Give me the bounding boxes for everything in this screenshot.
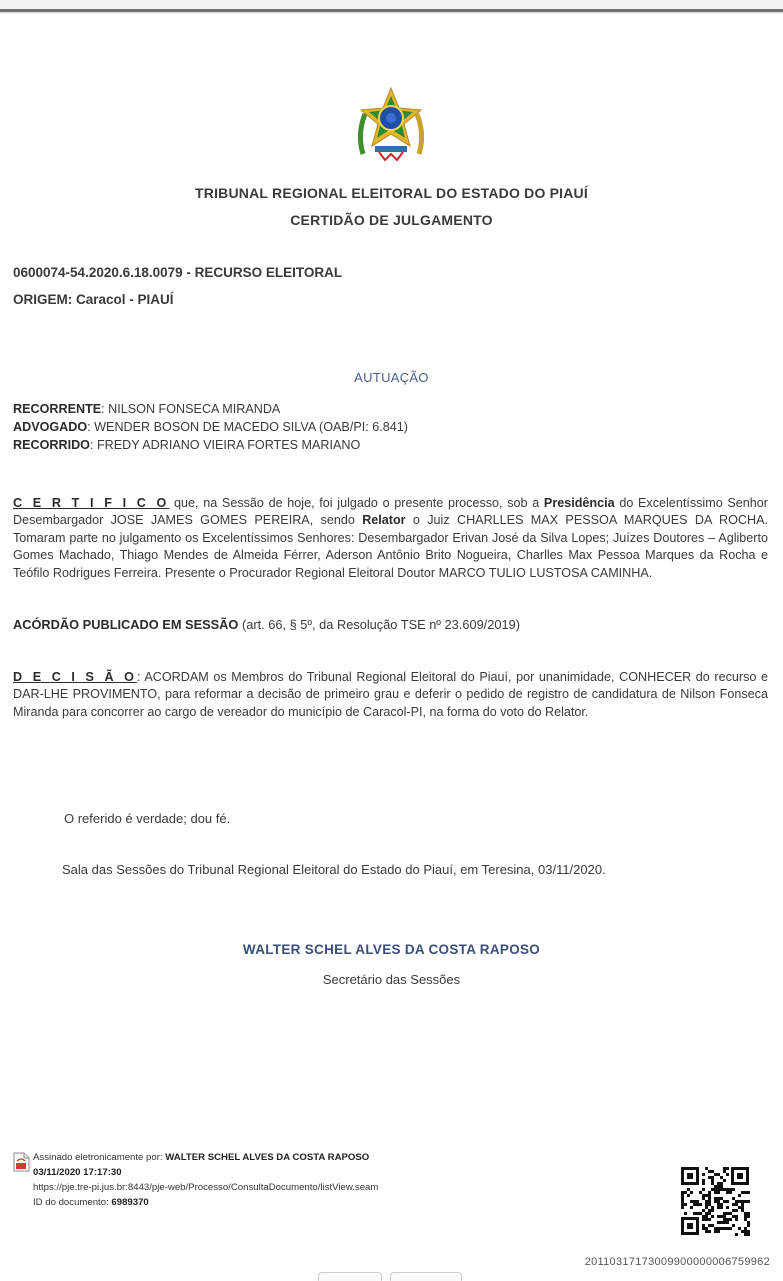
document-number: 20110317173009900000006759962 [584, 1256, 770, 1268]
decisao-paragraph [13, 669, 768, 721]
court-name: TRIBUNAL REGIONAL ELEITORAL DO ESTADO DO PIAUÍ [195, 185, 588, 201]
closing-place-date: Sala das Sessões do Tribunal Regional Eleitoral do Estado do Piauí, em Teresina, 03/11/2020. [62, 862, 606, 877]
decisao-keyword: D E C I S Ã O [13, 670, 137, 684]
section-autuacao-title: AUTUAÇÃO [354, 370, 429, 385]
certifico-keyword: C E R T I F I C O [13, 496, 170, 510]
signer-name: WALTER SCHEL ALVES DA COSTA RAPOSO [242, 942, 541, 957]
viewer-top-bar [0, 0, 783, 14]
signature-by-line [33, 1150, 493, 1165]
party-value: : FREDY ADRIANO VIEIRA FORTES MARIANO [89, 438, 361, 452]
signature-prefix: Assinado eletronicamente por: [33, 1152, 166, 1163]
pdf-signature-icon [13, 1152, 30, 1172]
closing-verdade: O referido é verdade; dou fé. [64, 811, 231, 826]
party-row-recorrente [13, 400, 408, 418]
document-title: CERTIDÃO DE JULGAMENTO [290, 212, 493, 228]
signer-role: Secretário das Sessões [322, 972, 461, 987]
signature-id-label: ID do documento: [33, 1197, 112, 1208]
brazil-coat-of-arms-icon [355, 84, 427, 166]
party-row-recorrido [13, 436, 408, 454]
decisao-text: : ACORDAM os Membros do Tribunal Regional Eleitoral do Piauí, por unanimidade, CONHECER do recurso e DAR-LHE PROVIMENTO, para reformar a decisão de primeiro grau e deferir o pedido de registro de candidatura de Nilson Fonseca Miranda para concorrer ao cargo de vereador do município de Caracol-PI, na forma do voto do Relator. [13, 670, 769, 719]
party-label: RECORRENTE [13, 402, 102, 416]
certifico-paragraph [13, 495, 768, 582]
process-origin: ORIGEM: Caracol - PIAUÍ [13, 292, 174, 307]
signature-datetime: 03/11/2020 17:17:30 [33, 1167, 122, 1178]
party-value: : WENDER BOSON DE MACEDO SILVA (OAB/PI: 6.841) [87, 420, 408, 434]
acordao-publicado-bold: ACÓRDÃO PUBLICADO EM SESSÃO [13, 617, 239, 632]
signature-name: WALTER SCHEL ALVES DA COSTA RAPOSO [165, 1152, 370, 1163]
signature-datetime-line [33, 1165, 493, 1180]
certifico-relator: Relator [362, 513, 406, 528]
party-label: ADVOGADO [13, 420, 88, 434]
parties-list [13, 400, 408, 454]
certifico-text-2: do Excelentíssimo Senhor Desembargador JOSE JAMES GOMES PEREIRA, sendo [13, 496, 768, 528]
certifico-text-3: o Juiz CHARLLES MAX PESSOA MARQUES DA ROCHA. Tomaram parte no julgamento os Excelentíssimos Senhores: Desembargador Erivan José da Silva Lopes; Juízes Doutores – Agliberto Gomes Machado, Thiago Mendes de Almeida Férrer, Aderson Antônio Brito Nogueira, Charlles Max Pessoa Marques da Rocha e Teófilo Rodrigues Ferreira. Presente o Procurador Regional Eleitoral Doutor MARCO TULIO LUSTOSA CAMINHA. [13, 513, 768, 580]
acordao-publicado-ref: (art. 66, § 5º, da Resolução TSE nº 23.609/2019) [238, 617, 520, 632]
signature-id-line [33, 1195, 493, 1210]
qr-code-icon [680, 1166, 750, 1236]
party-label: RECORRIDO [13, 438, 90, 452]
party-row-advogado [13, 418, 408, 436]
signature-url[interactable]: https://pje.tre-pi.jus.br:8443/pje-web/Processo/ConsultaDocumento/listView.seam [33, 1182, 379, 1193]
acordao-publicado-line [13, 617, 520, 632]
process-number: 0600074-54.2020.6.18.0079 - RECURSO ELEITORAL [13, 265, 343, 280]
certifico-text-1: que, na Sessão de hoje, foi julgado o presente processo, sob a [169, 496, 544, 510]
certifico-presidencia: Presidência [543, 496, 615, 510]
electronic-signature-text [33, 1150, 493, 1210]
signature-id-value: 6989370 [111, 1197, 149, 1208]
party-value: : NILSON FONSECA MIRANDA [101, 402, 281, 416]
